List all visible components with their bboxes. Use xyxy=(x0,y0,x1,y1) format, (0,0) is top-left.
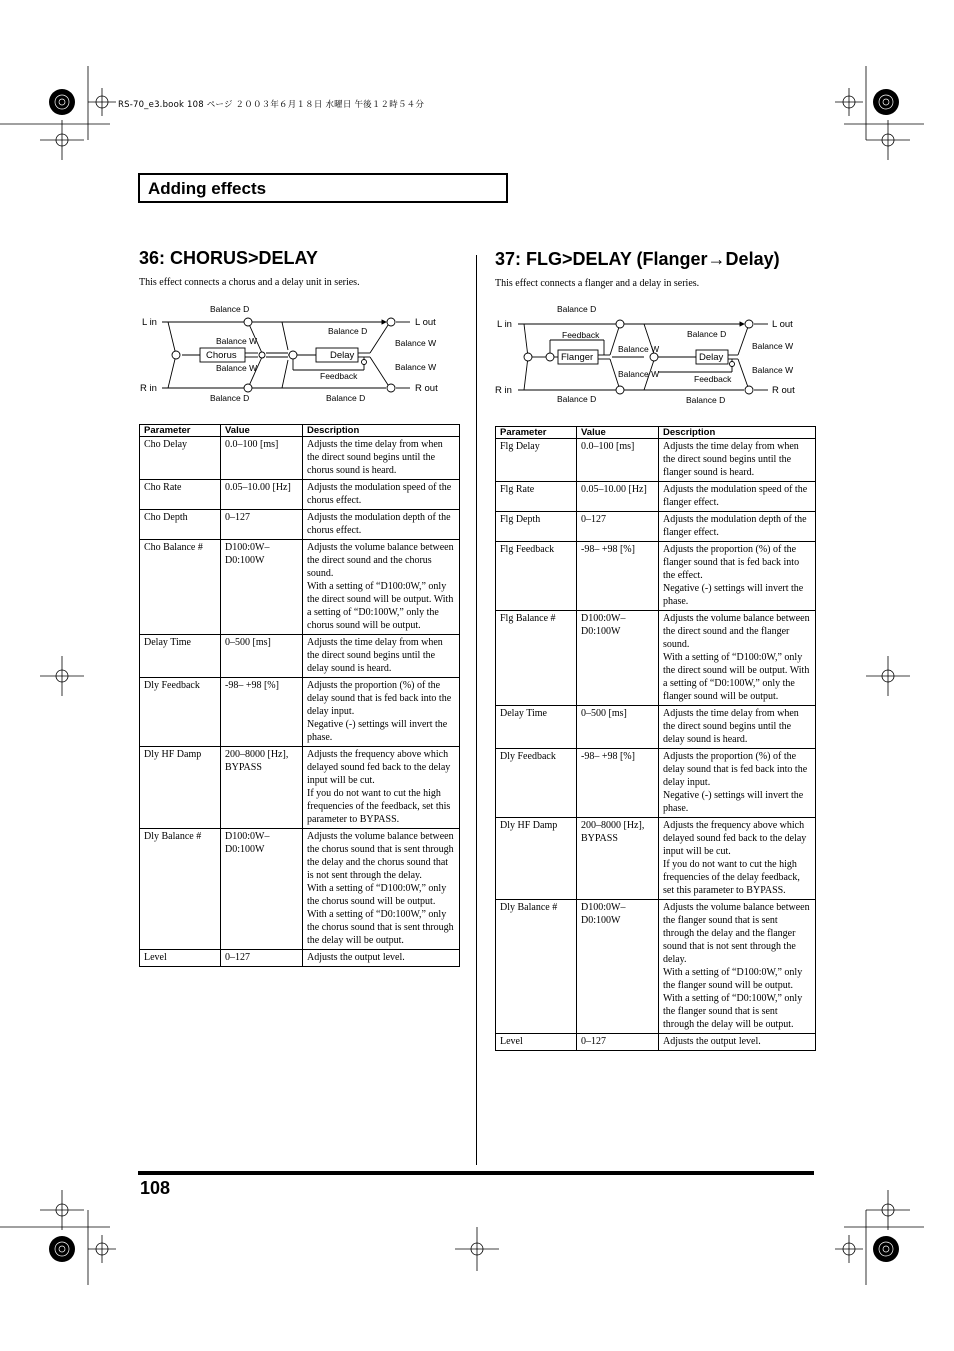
table-row xyxy=(140,480,460,510)
value-cell: 0–127 xyxy=(577,1034,659,1051)
value-cell: 200–8000 [Hz], BYPASS xyxy=(577,818,659,900)
description-cell: Adjusts the time delay from when the direct sound begins until the flanger sound is heard. xyxy=(659,439,816,482)
diagram-balance-d-bottom-2: Balance D xyxy=(326,393,366,403)
description-cell: Adjusts the proportion (%) of the flanger sound that is fed back into the effect. Negative (-) settings will invert the phase. xyxy=(659,542,816,611)
value-cell: 0.0–100 [ms] xyxy=(577,439,659,482)
diagram-balance-w-top-2: Balance W xyxy=(752,341,794,351)
table-row xyxy=(140,950,460,967)
right-effect-title: 37: FLG>DELAY (Flanger→Delay) xyxy=(495,249,780,269)
parameter-cell: Dly Balance # xyxy=(140,829,221,950)
description-cell: Adjusts the modulation speed of the flanger effect. xyxy=(659,482,816,512)
description-cell: Adjusts the time delay from when the direct sound begins until the delay sound is heard. xyxy=(659,706,816,749)
value-cell: 0.05–10.00 [Hz] xyxy=(221,480,303,510)
left-effect-title: 36: CHORUS>DELAY xyxy=(139,248,318,268)
diagram-l-in: L in xyxy=(142,317,157,328)
table-row xyxy=(496,1034,816,1051)
table-row xyxy=(496,439,816,482)
description-cell: Adjusts the frequency above which delayed sound fed back to the delay input will be cut. If you do not want to cut the high frequencies of the feedback, set this parameter to BYPASS. xyxy=(303,747,460,829)
parameter-cell: Dly HF Damp xyxy=(496,818,577,900)
diagram-r-in: R in xyxy=(140,383,157,394)
value-cell: D100:0W–D0:100W xyxy=(221,540,303,635)
table-row xyxy=(496,900,816,1034)
table-row xyxy=(496,749,816,818)
parameter-cell: Cho Delay xyxy=(140,437,221,480)
table-row xyxy=(496,818,816,900)
section-header-box xyxy=(138,173,508,203)
parameter-cell: Dly Feedback xyxy=(140,678,221,747)
parameter-cell: Level xyxy=(496,1034,577,1051)
value-cell: 200–8000 [Hz], BYPASS xyxy=(221,747,303,829)
page-number: 108 xyxy=(140,1178,171,1198)
diagram-r-in: R in xyxy=(495,385,512,396)
table-row xyxy=(496,512,816,542)
diagram-balance-d-bottom-2: Balance D xyxy=(686,395,726,405)
value-cell: -98– +98 [%] xyxy=(577,542,659,611)
header-parameter: Parameter xyxy=(140,425,221,437)
parameter-cell: Dly Feedback xyxy=(496,749,577,818)
parameter-cell: Dly HF Damp xyxy=(140,747,221,829)
print-header: RS-70_e3.book 108 ページ ２００３年６月１８日 水曜日 午後１２時５４分 xyxy=(118,100,425,110)
table-row xyxy=(140,510,460,540)
description-cell: Adjusts the modulation speed of the chorus effect. xyxy=(303,480,460,510)
diagram-balance-w-top-1: Balance W xyxy=(216,336,258,346)
table-row xyxy=(496,611,816,706)
table-row xyxy=(140,747,460,829)
diagram-flanger-block: Flanger xyxy=(561,352,594,363)
diagram-balance-w-bottom-1: Balance W xyxy=(216,363,258,373)
table-row xyxy=(140,678,460,747)
description-cell: Adjusts the volume balance between the flanger sound that is sent through the delay and the flanger sound that is not sent through the delay. With a setting of “D100:0W,” only the flanger sound will be output. With a setting of “D0:100W,” only the flanger sound that is sent through the delay will be output. xyxy=(659,900,816,1034)
value-cell: -98– +98 [%] xyxy=(221,678,303,747)
description-cell: Adjusts the volume balance between the direct sound and the chorus sound. With a setting of “D100:0W,” only the direct sound will be output. With a setting of “D0:100W,” only the chorus sound will be output. xyxy=(303,540,460,635)
table-row xyxy=(140,635,460,678)
parameter-cell: Cho Depth xyxy=(140,510,221,540)
diagram-feedback-2: Feedback xyxy=(694,374,732,384)
right-effect-intro: This effect connects a flanger and a delay in series. xyxy=(495,278,700,289)
chorus-delay-parameter-table xyxy=(139,424,460,967)
description-cell: Adjusts the modulation depth of the chorus effect. xyxy=(303,510,460,540)
value-cell: 0–500 [ms] xyxy=(577,706,659,749)
value-cell: D100:0W–D0:100W xyxy=(577,900,659,1034)
value-cell: 0–127 xyxy=(221,510,303,540)
diagram-l-in: L in xyxy=(497,319,512,330)
table-header-row xyxy=(140,425,460,437)
diagram-feedback-1: Feedback xyxy=(562,330,600,340)
diagram-balance-d-top-2: Balance D xyxy=(328,326,368,336)
description-cell: Adjusts the proportion (%) of the delay sound that is fed back into the delay input. Negative (-) settings will invert the phase. xyxy=(303,678,460,747)
value-cell: 0–500 [ms] xyxy=(221,635,303,678)
description-cell: Adjusts the frequency above which delayed sound fed back to the delay input will be cut. If you do not want to cut the high frequencies of the delay feedback, set this parameter to BYPASS. xyxy=(659,818,816,900)
chorus-delay-block-diagram xyxy=(138,300,468,410)
description-cell: Adjusts the proportion (%) of the delay sound that is fed back into the delay input. Negative (-) settings will invert the phase. xyxy=(659,749,816,818)
parameter-cell: Delay Time xyxy=(140,635,221,678)
diagram-chorus-block: Chorus xyxy=(206,350,237,361)
column-divider xyxy=(476,255,477,1165)
diagram-balance-d-top-1: Balance D xyxy=(557,304,597,314)
diagram-delay-block: Delay xyxy=(699,352,724,363)
footer-rule xyxy=(138,1171,814,1175)
description-cell: Adjusts the volume balance between the direct sound and the flanger sound. With a setting of “D100:0W,” only the direct sound will be output. With a setting of “D0:100W,” only the flanger sound will be output. xyxy=(659,611,816,706)
parameter-cell: Flg Delay xyxy=(496,439,577,482)
table-row xyxy=(496,482,816,512)
header-value: Value xyxy=(577,427,659,439)
parameter-cell: Flg Feedback xyxy=(496,542,577,611)
flanger-delay-block-diagram xyxy=(494,302,814,412)
table-row xyxy=(140,540,460,635)
parameter-cell: Cho Balance # xyxy=(140,540,221,635)
left-effect-intro: This effect connects a chorus and a delay unit in series. xyxy=(139,277,360,288)
description-cell: Adjusts the modulation depth of the flanger effect. xyxy=(659,512,816,542)
diagram-r-out: R out xyxy=(415,383,438,394)
header-description: Description xyxy=(303,425,460,437)
diagram-r-out: R out xyxy=(772,385,795,396)
parameter-cell: Flg Balance # xyxy=(496,611,577,706)
value-cell: D100:0W–D0:100W xyxy=(221,829,303,950)
diagram-balance-d-bottom-1: Balance D xyxy=(210,393,250,403)
parameter-cell: Dly Balance # xyxy=(496,900,577,1034)
table-row xyxy=(496,706,816,749)
header-parameter: Parameter xyxy=(496,427,577,439)
diagram-l-out: L out xyxy=(415,317,436,328)
parameter-cell: Delay Time xyxy=(496,706,577,749)
diagram-delay-block: Delay xyxy=(330,350,355,361)
value-cell: D100:0W–D0:100W xyxy=(577,611,659,706)
description-cell: Adjusts the time delay from when the direct sound begins until the delay sound is heard. xyxy=(303,635,460,678)
parameter-cell: Flg Rate xyxy=(496,482,577,512)
section-title: Adding effects xyxy=(148,179,267,198)
diagram-feedback: Feedback xyxy=(320,371,358,381)
header-description: Description xyxy=(659,427,816,439)
diagram-l-out: L out xyxy=(772,319,793,330)
description-cell: Adjusts the output level. xyxy=(659,1034,816,1051)
table-row xyxy=(140,829,460,950)
description-cell: Adjusts the output level. xyxy=(303,950,460,967)
parameter-cell: Level xyxy=(140,950,221,967)
diagram-balance-w-top-1: Balance W xyxy=(618,344,660,354)
value-cell: 0.0–100 [ms] xyxy=(221,437,303,480)
diagram-balance-d-top-1: Balance D xyxy=(210,304,250,314)
diagram-balance-w-bottom-2: Balance W xyxy=(752,365,794,375)
table-row xyxy=(496,542,816,611)
parameter-cell: Flg Depth xyxy=(496,512,577,542)
value-cell: 0.05–10.00 [Hz] xyxy=(577,482,659,512)
description-cell: Adjusts the volume balance between the chorus sound that is sent through the delay and the chorus sound that is not sent through the delay. With a setting of “D100:0W,” only the chorus sound will be output. With a setting of “D0:100W,” only the chorus sound that is sent through the delay will be output. xyxy=(303,829,460,950)
description-cell: Adjusts the time delay from when the direct sound begins until the chorus sound is heard. xyxy=(303,437,460,480)
value-cell: 0–127 xyxy=(221,950,303,967)
value-cell: 0–127 xyxy=(577,512,659,542)
table-row xyxy=(140,437,460,480)
diagram-balance-w-bottom-1: Balance W xyxy=(618,369,660,379)
diagram-balance-d-top-2: Balance D xyxy=(687,329,727,339)
header-value: Value xyxy=(221,425,303,437)
diagram-balance-w-top-2: Balance W xyxy=(395,338,437,348)
value-cell: -98– +98 [%] xyxy=(577,749,659,818)
parameter-cell: Cho Rate xyxy=(140,480,221,510)
diagram-balance-d-bottom-1: Balance D xyxy=(557,394,597,404)
diagram-balance-w-bottom-2: Balance W xyxy=(395,362,437,372)
table-header-row xyxy=(496,427,816,439)
flanger-delay-parameter-table xyxy=(495,426,816,1051)
